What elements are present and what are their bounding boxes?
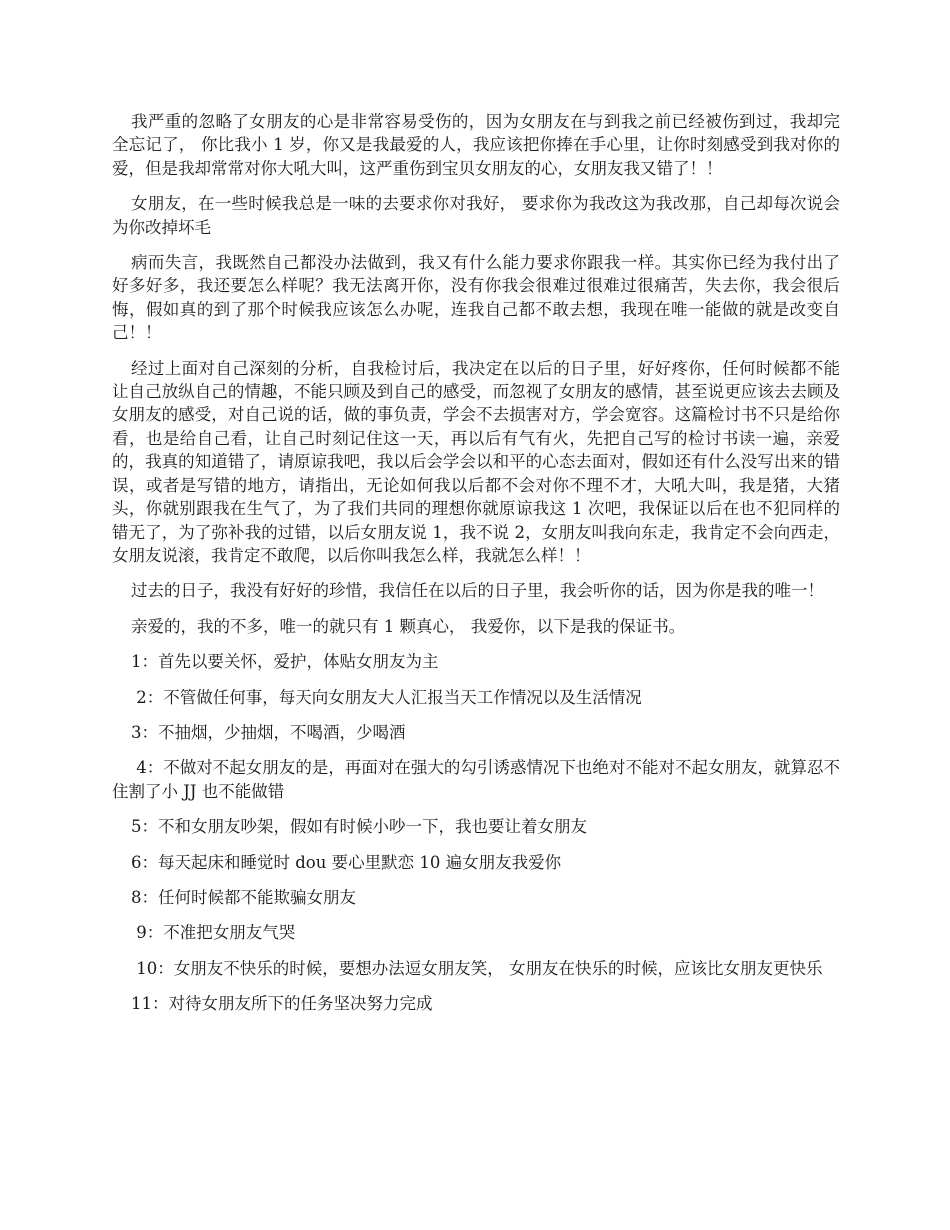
- document-page: [112, 110, 840, 1028]
- list-item: 8：任何时候都不能欺骗女朋友: [131, 887, 356, 907]
- paragraph: 女朋友，在一些时候我总是一味的去要求你对我好， 要求你为我改这为我改那，自己却每次说会为你改掉坏毛: [112, 194, 840, 237]
- paragraph: 我严重的忽略了女朋友的心是非常容易受伤的，因为女朋友在与到我之前已经被伤到过，我却完全忘记了， 你比我小 1 岁，你又是我最爱的人，我应该把你捧在手心里，让你时刻感受到我对你的爱，但是我却常常对你大吼大叫，这严重伤到宝贝女朋友的心，女朋友我又错了！！: [112, 112, 840, 178]
- list-item: 5：不和女朋友吵架，假如有时候小吵一下，我也要让着女朋友: [131, 817, 587, 837]
- list-item: 10：女朋友不快乐的时候，要想办法逗女朋友笑， 女朋友在快乐的时候，应该比女朋友更快乐: [131, 958, 823, 978]
- paragraph: 过去的日子，我没有好好的珍惜，我信任在以后的日子里，我会听你的话，因为你是我的唯一！: [131, 581, 824, 601]
- paragraph: 亲爱的，我的不多，唯一的就只有 1 颗真心， 我爱你，以下是我的保证书。: [131, 616, 686, 636]
- paragraph: 经过上面对自己深刻的分析，自我检讨后，我决定在以后的日子里，好好疼你，任何时候都不能让自己放纵自己的情趣，不能只顾及到自己的感受，而忽视了女朋友的感情，甚至说更应该去去顾及女朋友的感受，对自己说的话，做的事负责，学会不去损害对方，学会宽容。这篇检讨书不只是给你看，也是给自己看，让自己时刻记住这一天，再以后有气有火，先把自己写的检讨书读一遍，亲爱的，我真的知道错了，请原谅我吧，我以后会学会以和平的心态去面对，假如还有什么没写出来的错误，或者是写错的地方，请指出，无论如何我以后都不会对你不理不才，大吼大叫，我是猪，大猪头，你就别跟我在生气了，为了我们共同的理想你就原谅我这 1 次吧，我保证以后在也不犯同样的错无了，为了弥补我的过错，以后女朋友说 1，我不说 2，女朋友叫我向东走，我肯定不会向西走，女朋友说滚，我肯定不敢爬，以后你叫我怎么样，我就怎么样！！: [112, 358, 840, 565]
- list-item: 1：首先以要关怀，爱护，体贴女朋友为主: [131, 652, 439, 672]
- list-item: 3：不抽烟，少抽烟，不喝酒，少喝酒: [131, 722, 406, 742]
- paragraph: 病而失言，我既然自己都没办法做到，我又有什么能力要求你跟我一样。其实你已经为我付出了好多好多，我还要怎么样呢？我无法离开你，没有你我会很难过很难过很痛苦，失去你，我会很后悔，假如真的到了那个时候我应该怎么办呢，连我自己都不敢去想，我现在唯一能做的就是改变自己！！: [112, 253, 840, 343]
- list-item: 4：不做对不起女朋友的是，再面对在强大的勾引诱惑情况下也绝对不能对不起女朋友，就算忍不住割了小 JJ 也不能做错: [112, 758, 841, 801]
- list-item: 11：对待女朋友所下的任务坚决努力完成: [131, 994, 433, 1014]
- list-item: 2：不管做任何事，每天向女朋友大人汇报当天工作情况以及生活情况: [131, 687, 642, 707]
- list-item: 9：不准把女朋友气哭: [131, 923, 296, 943]
- list-item: 6：每天起床和睡觉时 dou 要心里默恋 10 遍女朋友我爱你: [131, 852, 562, 872]
